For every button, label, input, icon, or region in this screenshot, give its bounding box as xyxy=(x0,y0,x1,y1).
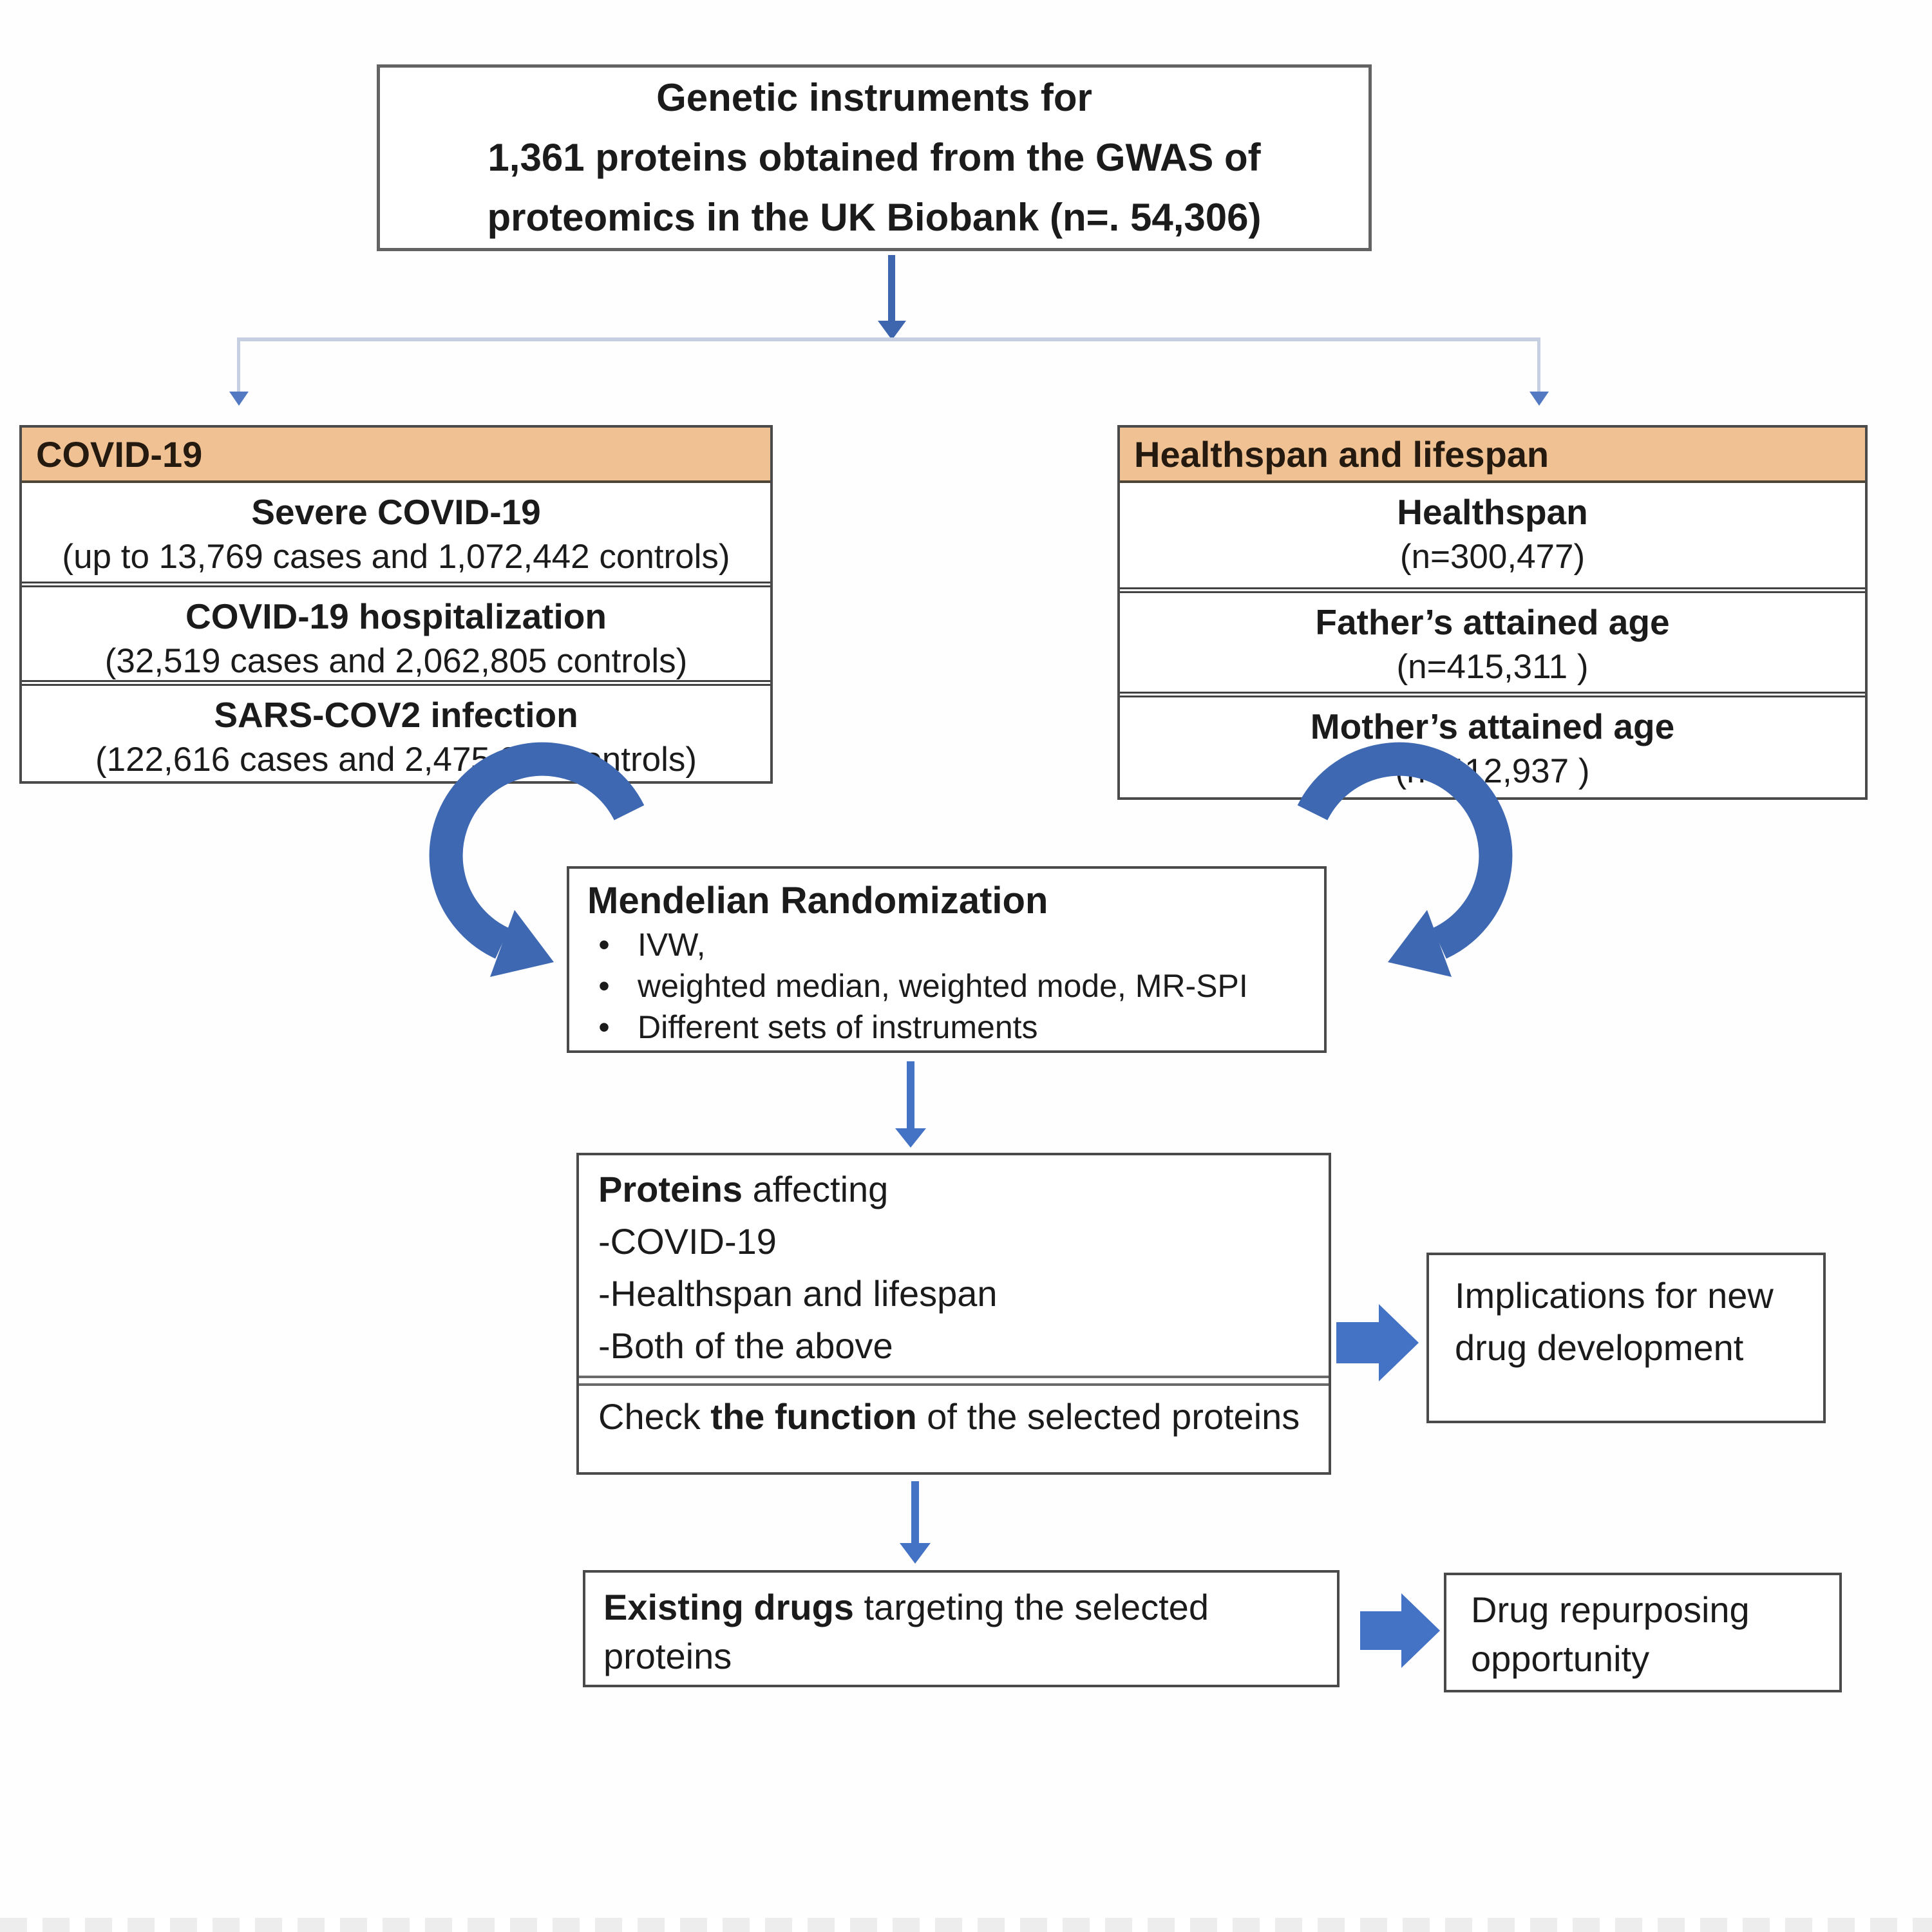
title-line-3: proteomics in the UK Biobank (n=. 54,306) xyxy=(487,196,1262,239)
covid-row-infection xyxy=(22,680,770,779)
check-function-text xyxy=(579,1386,1329,1442)
title-line-2: 1,361 proteins obtained from the GWAS of xyxy=(488,136,1261,179)
existing-drugs-text xyxy=(603,1583,1324,1681)
block-arrow-to-implications-icon xyxy=(1336,1322,1379,1363)
healthspan-row-stats: (n=300,477) xyxy=(1399,538,1586,576)
proteins-lead-rest: affecting xyxy=(743,1169,889,1209)
mr-to-proteins-arrow-head-icon xyxy=(895,1128,926,1148)
main-down-arrow-line xyxy=(888,255,895,323)
left-branch-arrowhead-icon xyxy=(229,392,249,406)
right-branch-arrowhead-icon xyxy=(1530,392,1549,406)
existing-drugs-rest: targeting the selected proteins xyxy=(603,1587,1209,1676)
covid-row-stats: (up to 13,769 cases and 1,072,442 controls) xyxy=(62,538,730,576)
check-pre: Check xyxy=(598,1396,711,1437)
healthspan-row xyxy=(1120,483,1865,587)
father-age-stats: (n=415,311 ) xyxy=(1396,648,1589,686)
healthspan-row-title: Healthspan xyxy=(1397,492,1588,532)
proteins-lead-bold: Proteins xyxy=(598,1169,743,1209)
mother-age-title: Mother’s attained age xyxy=(1310,706,1675,746)
title-line-1: Genetic instruments for xyxy=(656,76,1092,119)
implications-text: Implications for new drug development xyxy=(1455,1275,1774,1368)
healthspan-box-header: Healthspan and lifespan xyxy=(1120,428,1865,483)
covid-row-title: COVID-19 hospitalization xyxy=(185,596,607,636)
existing-drugs-bold: Existing drugs xyxy=(603,1587,854,1627)
mr-bullet-weighted xyxy=(587,965,1306,1007)
covid-row-stats: (32,519 cases and 2,062,805 controls) xyxy=(104,642,688,680)
covid-row-title: SARS-COV2 infection xyxy=(214,695,578,735)
block-arrow-to-repurposing-head-icon xyxy=(1401,1593,1440,1668)
split-connector-right-drop xyxy=(1537,337,1540,394)
father-age-row xyxy=(1120,587,1865,692)
proteins-affecting-box xyxy=(576,1153,1331,1475)
drug-repurposing-box xyxy=(1444,1573,1842,1692)
mr-title: Mendelian Randomization xyxy=(587,880,1048,922)
proteins-to-drugs-arrow-head-icon xyxy=(900,1543,931,1564)
proteins-item-healthspan: -Healthspan and lifespan xyxy=(598,1273,998,1314)
implications-box xyxy=(1426,1253,1826,1423)
drug-repurposing-text: Drug repurposing opportunity xyxy=(1471,1589,1750,1679)
split-connector-horizontal xyxy=(237,337,1540,341)
mr-bullet-instruments xyxy=(587,1007,1306,1048)
proteins-to-drugs-arrow-line xyxy=(911,1481,919,1546)
check-post: of the selected proteins xyxy=(916,1396,1300,1437)
block-arrow-to-repurposing-icon xyxy=(1360,1611,1401,1650)
healthspan-lifespan-box xyxy=(1117,425,1868,800)
bottom-page-edge xyxy=(0,1918,1932,1932)
bullet-icon: • xyxy=(598,968,610,1004)
block-arrow-to-implications-head-icon xyxy=(1379,1304,1419,1381)
covid-row-stats: (122,616 cases and 2,475,240 controls) xyxy=(95,741,697,779)
proteins-item-both: -Both of the above xyxy=(598,1325,893,1366)
bullet-icon: • xyxy=(598,927,610,963)
mr-bullet-text: Different sets of instruments xyxy=(638,1009,1038,1045)
mr-bullet-ivw xyxy=(587,924,1306,965)
covid-box-header: COVID-19 xyxy=(22,428,770,483)
covid-outcomes-box xyxy=(19,425,773,784)
covid-row-title: Severe COVID-19 xyxy=(251,492,541,532)
proteins-box-divider xyxy=(579,1376,1329,1386)
curved-arrow-right-icon xyxy=(1307,793,1520,1012)
proteins-lead-line xyxy=(598,1163,1313,1215)
check-bold: the function xyxy=(710,1396,917,1437)
existing-drugs-box xyxy=(583,1570,1340,1687)
mr-to-proteins-arrow-line xyxy=(907,1061,914,1130)
genetic-instruments-box xyxy=(377,64,1372,251)
split-connector-left-drop xyxy=(237,337,240,394)
mother-age-row xyxy=(1120,692,1865,796)
mendelian-randomization-box xyxy=(567,866,1327,1053)
bullet-icon: • xyxy=(598,1009,610,1045)
covid-row-hospitalization xyxy=(22,582,770,680)
proteins-item-covid: -COVID-19 xyxy=(598,1221,777,1262)
covid-row-severe xyxy=(22,483,770,582)
mr-bullet-text: IVW, xyxy=(638,927,706,963)
mother-age-stats: (n=412,937 ) xyxy=(1395,752,1590,790)
mr-bullet-text: weighted median, weighted mode, MR-SPI xyxy=(638,968,1248,1004)
father-age-title: Father’s attained age xyxy=(1315,602,1670,642)
